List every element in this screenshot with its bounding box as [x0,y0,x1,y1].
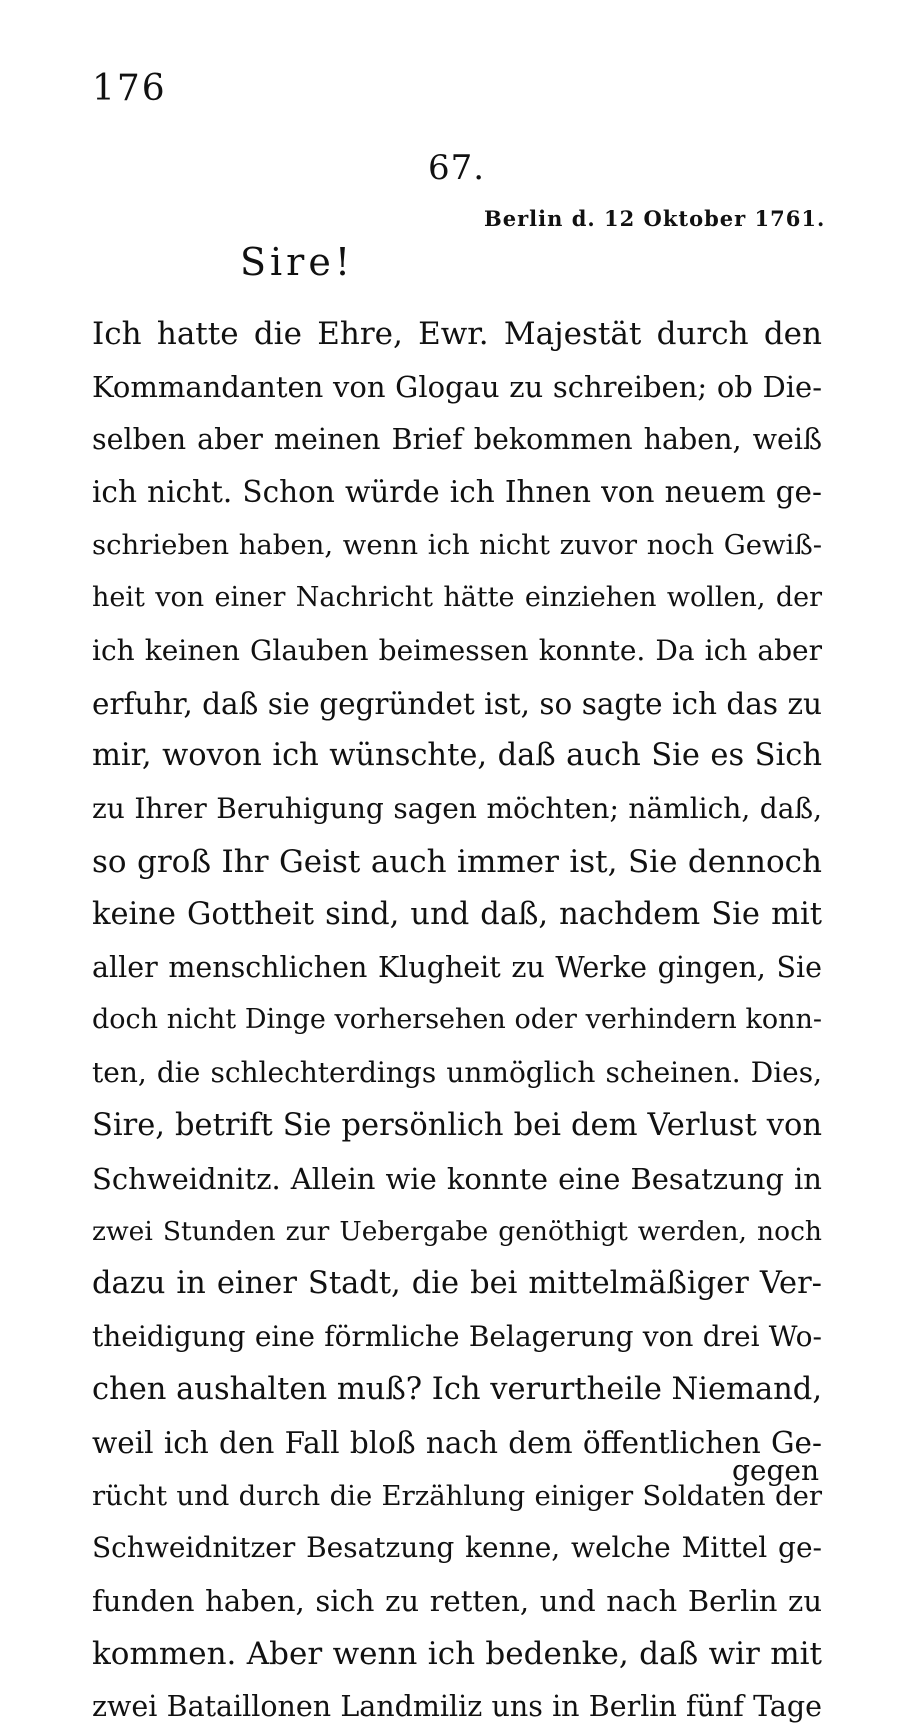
text-line: zu Ihrer Beruhigung sagen möchten; nämlich, daß, [92,792,822,826]
text-line: mir, wovon ich wünschte, daß auch Sie es Sich [92,738,822,774]
text-line: Schweidnitz. Allein wie konnte eine Besatzung in [92,1161,822,1196]
text-line: aller menschlichen Klugheit zu Werke gingen, Sie [92,950,822,984]
text-line: so groß Ihr Geist auch immer ist, Sie dennoch [92,843,822,880]
text-line: erfuhr, daß sie gegründet ist, so sagte ich das zu [92,686,822,721]
text-line: Kommandanten von Glogau zu schreiben; ob Die- [92,369,822,404]
text-line: funden haben, sich zu retten, und nach Berlin zu [92,1584,822,1619]
text-line: selben aber meinen Brief bekommen haben, weiß [92,422,822,456]
catchword: gegen [732,1454,820,1487]
letter-body [92,308,822,1734]
text-line: schrieben haben, wenn ich nicht zuvor noch Gewiß- [92,529,822,562]
dateline: Berlin d. 12 Oktober 1761. [484,206,826,231]
text-line: Ich hatte die Ehre, Ewr. Majestät durch den [92,316,822,352]
text-line: heit von einer Nachricht hätte einziehen wollen, der [92,581,822,613]
page-number: 176 [92,68,167,109]
text-line: zwei Bataillonen Landmiliz uns in Berlin fünf Tage [92,1689,822,1723]
text-line: kommen. Aber wenn ich bedenke, daß wir mit [92,1635,822,1672]
text-line: keine Gottheit sind, und daß, nachdem Sie mit [92,896,822,932]
text-line: theidigung eine förmliche Belagerung von drei Wo- [92,1320,822,1354]
letter-number: 67. [428,148,486,188]
text-line: doch nicht Dinge vorhersehen oder verhindern konn- [92,1004,822,1036]
text-line: zwei Stunden zur Uebergabe genöthigt werden, noch [92,1215,822,1247]
text-line: ich keinen Glauben beimessen konnte. Da ich aber [92,633,822,667]
text-line: chen aushalten muß? Ich verurtheile Niemand, [92,1371,823,1407]
text-line: Sire, betrift Sie persönlich bei dem Verlust von [92,1107,822,1143]
text-line: rücht und durch die Erzählung einiger Soldaten der [92,1479,822,1512]
text-line: Schweidnitzer Besatzung kenne, welche Mittel ge- [92,1531,822,1565]
salutation: Sire! [240,240,355,284]
text-line: ich nicht. Schon würde ich Ihnen von neuem ge- [92,475,822,510]
text-line: dazu in einer Stadt, die bei mittelmäßiger Ver- [92,1266,822,1302]
text-line: ten, die schlechterdings unmöglich scheinen. Dies, [92,1056,822,1090]
text-line: weil ich den Fall bloß nach dem öffentlichen Ge- [92,1425,822,1460]
